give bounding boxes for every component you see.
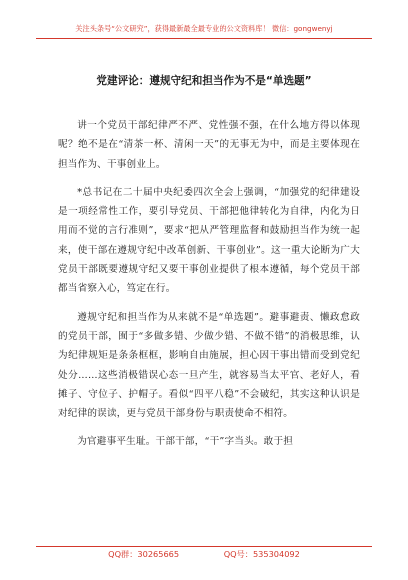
paragraph: 讲一个党员干部纪律严不严、党性强不强，在什么地方得以体现呢？绝不是在“清茶一杯、清闲一天”的无事无为中，而是主要体现在担当作为、干事创业上。	[58, 120, 360, 170]
document-body	[58, 116, 360, 461]
paragraph: 遵规守纪和担当作为从来就不是“单选题”。避事避责、懒政怠政的党员干部，囿于“多做多错、少做少错、不做不错”的消极思维，认为纪律规矩是条条框框，影响自由施展，担心因干事出错而受到党纪处分……这些消极错误心态一旦产生，就容易当太平官、老好人，看摊子、守位子、护帽子。看似“四平八稳”不会破纪，其实这种认识是对纪律的误读，更与党员干部身份与职责使命不相符。	[58, 311, 360, 420]
header-divider	[36, 38, 372, 39]
footer-qq-group: QQ群：30265665	[108, 549, 180, 559]
header-promo: 关注头条号“公文研究”，获得最新最全最专业的公文资料库！ 微信：gongwenyj	[75, 24, 333, 33]
footer-divider	[36, 546, 372, 547]
paragraph: 为官避事平生耻。干部干部，“干”字当头。敢于担	[77, 436, 294, 448]
paragraph: *总书记在二十届中央纪委四次全会上强调，“加强党的纪律建设是一项经常性工作，要引导党员、干部把他律转化为自律，内化为日用而不觉的言行准则”，要求“把从严管理监督和鼓励担当作为统一起来，使干部在遵规守纪中改革创新、干事创业”。这一重大论断为广大党员干部既要遵规守纪又要干事创业提供了根本遵循，每个党员干部都当省察入心，笃定在行。	[58, 186, 360, 295]
footer-qq-number: QQ号：535304092	[223, 549, 300, 559]
document-title: 党建评论：遵规守纪和担当作为不是“单选题”	[96, 75, 312, 87]
footer	[40, 549, 368, 560]
